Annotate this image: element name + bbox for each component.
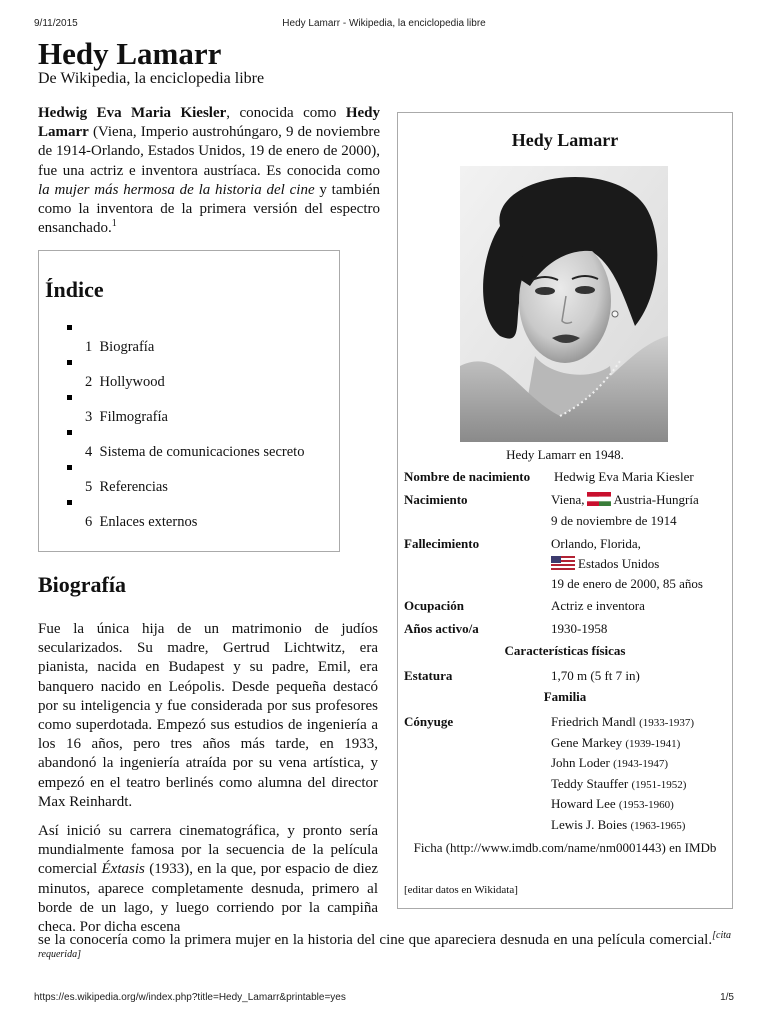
bullet-icon	[67, 465, 72, 470]
toc-item-biografia[interactable]	[67, 323, 337, 358]
spouse-entry	[551, 733, 680, 755]
paragraph-text: (1933), en la que, por espacio de diez minutos, aparece completamente desnuda, primero al borde de un lago, y luego corriendo por la campiña checa. Por dicha escena	[38, 861, 378, 936]
row-value: Actriz e inventora	[551, 598, 645, 613]
toc-item-filmografia[interactable]	[67, 393, 337, 428]
toc-link[interactable]: Referencias	[99, 479, 168, 495]
birthplace-link[interactable]: Viena,	[551, 492, 585, 507]
spouse-years: (1933-1937)	[639, 717, 695, 729]
paragraph-text: se la conocería como la primera mujer en la historia del cine que apareciera desnuda en una película comercial.	[38, 932, 713, 948]
country-link[interactable]: Austria-Hungría	[613, 492, 699, 507]
film-title-link[interactable]: Éxtasis	[101, 861, 145, 878]
austria-hungary-flag-icon	[587, 492, 611, 506]
biografia-paragraph-2-continued	[38, 931, 731, 969]
section-heading-biografia: Biografía	[38, 572, 126, 597]
spouse-entry	[551, 712, 694, 734]
paragraph-text: Fue la única hija de un matrimonio de judíos secularizados. Su madre, Gertrud Lichtwitz, era pianista, nacida en Budapest y su padre, Emil, era banquero nacido en Leópolis. Desde pequeña destacó por su inteligencia y fue considerada por sus profesores como superdotada. Empezó sus estudios de ingeniería a los 16 años, pero tres años más tarde, en 1933, abandonó la ingeniería atraída por su vena artística, y empezó en el teatro berlinés como alumna del director Max Reinhardt.	[38, 621, 378, 810]
toc-item-sistema[interactable]	[67, 428, 337, 463]
citation-needed-text: [cita requerida]	[38, 930, 731, 961]
toc-list	[67, 323, 337, 533]
lead-alias: Hedy Lamarr	[38, 105, 381, 141]
print-footer	[34, 992, 734, 1006]
print-date: 9/11/2015	[34, 18, 78, 29]
paragraph-text: Así inició su carrera cinematográfica, y pronto sería mundialmente famosa por la secuencia de la película comercial	[38, 823, 378, 878]
infobox	[397, 112, 733, 909]
toc-link[interactable]: Sistema de comunicaciones secreto	[99, 444, 305, 460]
imdb-link[interactable]: Ficha (http://www.imdb.com/name/nm0001443) en IMDb	[413, 840, 717, 855]
row-value-line2	[551, 554, 659, 575]
lead-paragraph	[38, 104, 380, 238]
row-value-line2: 9 de noviembre de 1914	[551, 512, 677, 528]
row-value: 1,70 m (5 ft 7 in)	[551, 668, 640, 683]
toc-number: 4	[85, 444, 93, 460]
toc-heading: Índice	[45, 277, 104, 302]
row-label: Fallecimiento	[404, 536, 480, 551]
lead-italic-phrase: la mujer más hermosa de la historia del cine	[38, 181, 315, 198]
toc-number: 1	[85, 339, 93, 355]
spouse-years: (1951-1952)	[631, 778, 687, 791]
reference-link-1[interactable]: 1	[111, 218, 117, 230]
row-label: Nacimiento	[404, 492, 468, 507]
infobox-title: Hedy Lamarr	[511, 130, 619, 150]
spouse-link[interactable]: John Loder	[551, 755, 610, 770]
photo-caption: Hedy Lamarr en 1948.	[506, 447, 624, 462]
table-of-contents	[38, 250, 340, 552]
toc-number: 3	[85, 409, 93, 425]
spouse-entry	[551, 753, 668, 775]
row-label: Nombre de nacimiento	[404, 469, 531, 484]
print-header	[34, 18, 734, 32]
toc-link[interactable]: Biografía	[99, 339, 155, 355]
row-label: Años activo/a	[404, 621, 479, 636]
spouse-link[interactable]: Teddy Stauffer	[551, 775, 629, 791]
row-label: Estatura	[404, 668, 453, 683]
infobox-subheading-familia: Familia	[543, 689, 587, 704]
lead-text-2: (Viena, Imperio austrohúngaro, 9 de noviembre de 1914-Orlando, Estados Unidos, 19 de enero de 2000), fue una actriz e inventora austríaca. Es conocida como	[38, 124, 380, 179]
print-page-title: Hedy Lamarr - Wikipedia, la enciclopedia libre	[282, 18, 486, 29]
infobox-row-fallecimiento	[404, 534, 728, 596]
spouse-link[interactable]: Howard Lee	[551, 796, 616, 811]
toc-number: 2	[85, 374, 93, 390]
portrait-photo[interactable]	[460, 166, 668, 442]
row-value: Hedwig Eva Maria Kiesler	[554, 469, 694, 484]
toc-link[interactable]: Enlaces externos	[99, 514, 198, 530]
bullet-icon	[67, 395, 72, 400]
toc-item-hollywood[interactable]	[67, 358, 337, 393]
toc-link[interactable]: Hollywood	[99, 374, 165, 390]
spouse-years: (1943-1947)	[613, 758, 669, 770]
row-value-line3: 19 de enero de 2000, 85 años	[551, 576, 703, 591]
row-value: 1930-1958	[551, 621, 608, 636]
bullet-icon	[67, 430, 72, 435]
bullet-icon	[67, 360, 72, 365]
print-url: https://es.wikipedia.org/w/index.php?title=Hedy_Lamarr&printable=yes	[34, 992, 346, 1003]
spouse-years: (1963-1965)	[630, 819, 686, 832]
biografia-paragraph-2	[38, 822, 378, 937]
toc-number: 6	[85, 514, 93, 530]
row-value	[551, 490, 699, 511]
toc-number: 5	[85, 479, 93, 495]
spouse-entry	[551, 794, 674, 816]
lead-birth-name: Hedwig Eva Maria Kiesler	[38, 105, 227, 121]
edit-wikidata-link[interactable]: [editar datos en Wikidata]	[404, 884, 518, 896]
bullet-icon	[67, 325, 72, 330]
us-flag-icon	[551, 556, 575, 570]
article-subtitle: De Wikipedia, la enciclopedia libre	[38, 70, 265, 87]
country-link[interactable]: Estados Unidos	[578, 556, 660, 571]
toc-item-referencias[interactable]	[67, 463, 337, 498]
spouse-years: (1939-1941)	[625, 737, 681, 750]
lead-text-3: y también como la inventora de la primera versión del espectro ensanchado.	[38, 181, 380, 237]
toc-item-enlaces[interactable]	[67, 498, 337, 533]
row-label: Cónyuge	[404, 714, 454, 729]
infobox-row-nacimiento	[404, 490, 728, 532]
spouse-years: (1953-1960)	[618, 799, 674, 811]
spouse-entry	[551, 815, 685, 837]
print-page-number: 1/5	[720, 992, 734, 1003]
article-title: Hedy Lamarr	[38, 36, 222, 71]
spouse-link[interactable]: Friedrich Mandl	[551, 714, 636, 729]
biografia-paragraph-1	[38, 620, 378, 831]
row-value[interactable]: Orlando, Florida,	[551, 536, 641, 551]
infobox-row-conyuge	[404, 712, 728, 836]
bullet-icon	[67, 500, 72, 505]
spouse-link[interactable]: Gene Markey	[551, 734, 623, 750]
toc-link[interactable]: Filmografía	[99, 409, 168, 425]
spouse-entry	[551, 774, 686, 796]
infobox-subheading-caracteristicas: Características físicas	[504, 643, 626, 658]
lead-text-1: , conocida como	[226, 105, 346, 121]
row-label: Ocupación	[404, 598, 464, 613]
spouse-link[interactable]: Lewis J. Boies	[551, 816, 628, 832]
